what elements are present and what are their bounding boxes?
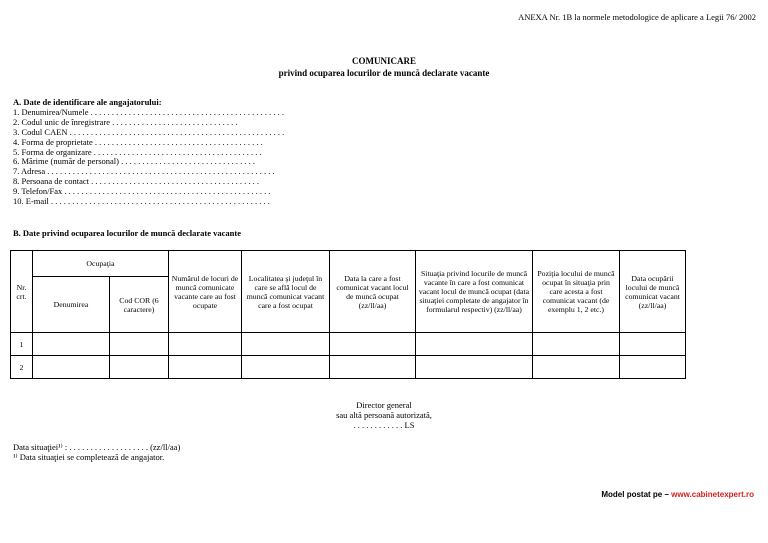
footer-date-line: Data situaţiei¹⁾ : . . . . . . . . . . . . . . . . . . . (zz/ll/aa) bbox=[13, 442, 181, 452]
field-telefon: 9. Telefon/Fax . . . . . . . . . . . . . . . . . . . . . . . . . . . . . . . . . . . . . . . . . . . . . . . . . bbox=[13, 186, 271, 197]
header-cod-cor: Cod COR (6 caractere) bbox=[110, 277, 169, 333]
model-link[interactable]: www.cabinetexpert.ro bbox=[671, 490, 754, 499]
signature-title: Director general bbox=[356, 400, 412, 410]
field-marime: 6. Mărime (număr de personal) . . . . . . . . . . . . . . . . . . . . . . . . . . . . . . . . bbox=[13, 156, 255, 167]
header-pozitia: Poziţia locului de muncă ocupat în situaţia prin care acesta a fost comunicat vacant (de exemplu 1, 2 etc.) bbox=[533, 251, 620, 333]
field-denumirea: 1. Denumirea/Numele . . . . . . . . . . . . . . . . . . . . . . . . . . . . . . . . . . . . . . . . . . . . . . bbox=[13, 106, 285, 117]
table-cell[interactable] bbox=[416, 356, 533, 379]
table-cell[interactable] bbox=[33, 333, 110, 356]
table-cell[interactable] bbox=[242, 333, 330, 356]
annex-reference: ANEXA Nr. 1B la normele metodologice de aplicare a Legii 76/ 2002 bbox=[518, 12, 756, 22]
vacancy-table bbox=[10, 250, 686, 379]
field-caen: 3. Codul CAEN . . . . . . . . . . . . . . . . . . . . . . . . . . . . . . . . . . . . . . . . . . . . . . . . . . . bbox=[13, 126, 285, 137]
section-a-heading: A. Date de identificare ale angajatorului: bbox=[13, 97, 162, 107]
table-cell[interactable] bbox=[110, 356, 169, 379]
table-cell[interactable] bbox=[620, 356, 686, 379]
table-cell[interactable] bbox=[620, 333, 686, 356]
row-number: 1 bbox=[11, 333, 33, 356]
section-b-heading: B. Date privind ocuparea locurilor de muncă declarate vacante bbox=[13, 228, 241, 238]
document-title: COMUNICARE bbox=[352, 56, 416, 66]
field-persoana-contact: 8. Persoana de contact . . . . . . . . . . . . . . . . . . . . . . . . . . . . . . . . . . . . . . . . bbox=[13, 176, 259, 187]
field-proprietate: 4. Forma de proprietate . . . . . . . . . . . . . . . . . . . . . . . . . . . . . . . . . . . . . . . . bbox=[13, 136, 263, 147]
header-situatia: Situaţia privind locurile de muncă vacante în care a fost comunicat vacant locul de muncă ocupat (data situaţiei completate de angajator în formularul respectiv) (zz/ll/aa) bbox=[416, 251, 533, 333]
document-subtitle: privind ocuparea locurilor de muncă declarate vacante bbox=[278, 68, 490, 78]
table-cell[interactable] bbox=[533, 333, 620, 356]
footer-block bbox=[13, 442, 180, 462]
table-cell[interactable] bbox=[533, 356, 620, 379]
header-numarul: Numărul de locuri de muncă comunicate vacante care au fost ocupate bbox=[169, 251, 242, 333]
table-cell[interactable] bbox=[33, 356, 110, 379]
signature-block bbox=[0, 400, 768, 430]
table-cell[interactable] bbox=[330, 356, 416, 379]
header-localitatea: Localitatea şi judeţul în care se află locul de muncă comunicat vacant care a fost ocupat bbox=[242, 251, 330, 333]
table-row bbox=[11, 333, 686, 356]
field-email: 10. E-mail . . . . . . . . . . . . . . . . . . . . . . . . . . . . . . . . . . . . . . . . . . . . . . . . . . . . bbox=[13, 196, 270, 207]
model-prefix: Model postat pe – bbox=[601, 490, 669, 499]
table-cell[interactable] bbox=[169, 356, 242, 379]
field-cui: 2. Codul unic de înregistrare . . . . . . . . . . . . . . . . . . . . . . . . . . . . . . bbox=[13, 116, 238, 127]
footer-note: ¹⁾ Data situaţiei se completează de angajator. bbox=[13, 452, 165, 462]
table-cell[interactable] bbox=[169, 333, 242, 356]
signature-ls: . . . . . . . . . . . . LS bbox=[353, 420, 415, 430]
row-number: 2 bbox=[11, 356, 33, 379]
signature-authorized: sau altă persoană autorizată, bbox=[336, 410, 432, 420]
header-data-ocuparii: Data ocupării locului de muncă comunicat vacant (zz/ll/aa) bbox=[620, 251, 686, 333]
model-credit bbox=[601, 490, 754, 499]
header-denumirea: Denumirea bbox=[33, 277, 110, 333]
header-nr-crt: Nr. crt. bbox=[11, 251, 33, 333]
table-cell[interactable] bbox=[242, 356, 330, 379]
field-adresa: 7. Adresa . . . . . . . . . . . . . . . . . . . . . . . . . . . . . . . . . . . . . . . . . . . . . . . . . . . . . . bbox=[13, 166, 275, 177]
table-cell[interactable] bbox=[110, 333, 169, 356]
header-ocupatia: Ocupaţia bbox=[33, 251, 169, 277]
header-data-comunicat: Data la care a fost comunicat vacant locul de muncă ocupat (zz/ll/aa) bbox=[330, 251, 416, 333]
section-a bbox=[13, 98, 284, 207]
table-row bbox=[11, 356, 686, 379]
table-cell[interactable] bbox=[416, 333, 533, 356]
table-cell[interactable] bbox=[330, 333, 416, 356]
field-organizare: 5. Forma de organizare . . . . . . . . . . . . . . . . . . . . . . . . . . . . . . . . . . . . . . . . bbox=[13, 146, 262, 157]
